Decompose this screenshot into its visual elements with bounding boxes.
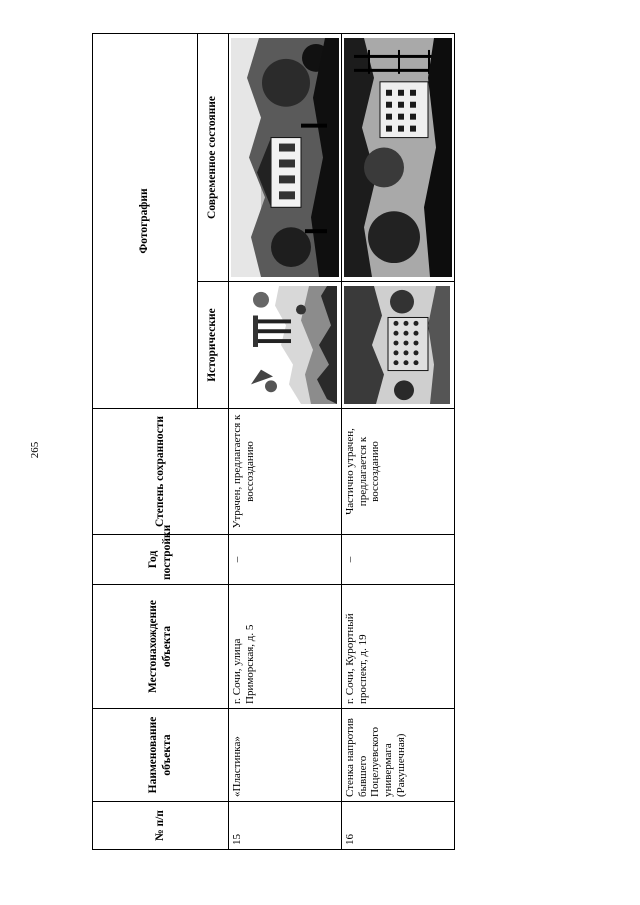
page-number: 265: [29, 441, 41, 459]
register-table-wrapper: [92, 34, 420, 850]
current-photo-rakushechnaya: [344, 38, 452, 277]
historical-photo-plastinka: [231, 286, 337, 404]
header-row: [93, 34, 198, 850]
table-row: [342, 34, 455, 850]
historical-photo-rakushechnaya: [344, 286, 450, 404]
current-photo-plastinka: [231, 38, 339, 277]
header-state: Степень сохранности: [93, 409, 229, 535]
row-state: Утрачен, предлагается к воссозданию: [229, 409, 342, 535]
header-photos: Фотографии: [93, 34, 198, 409]
row-num: 16: [342, 802, 455, 850]
header-location: Местонахождение объекта: [93, 585, 229, 709]
row-year: –: [342, 535, 455, 585]
current-photo-cell: [229, 34, 342, 282]
row-year: –: [229, 535, 342, 585]
row-location: г. Сочи, Курортный проспект, д. 19: [342, 585, 455, 709]
header-current: Современное состояние: [198, 34, 229, 282]
historical-photo-cell: [342, 282, 455, 409]
header-name: Наименование объекта: [93, 709, 229, 802]
row-name: «Пластинка»: [229, 709, 342, 802]
current-photo-cell: [342, 34, 455, 282]
header-num: № п/п: [93, 802, 229, 850]
row-state: Частично утрачен, предлагается к воссозданию: [342, 409, 455, 535]
header-historical: Исторические: [198, 282, 229, 409]
row-location: г. Сочи, улица Приморская, д. 5: [229, 585, 342, 709]
header-year: Год постройки: [93, 535, 229, 585]
row-num: 15: [229, 802, 342, 850]
row-name: Стенка напротив бывшего Поцелуевского универмага (Ракушечная): [342, 709, 455, 802]
table-row: [229, 34, 342, 850]
historical-photo-cell: [229, 282, 342, 409]
heritage-register-table: [92, 33, 455, 850]
